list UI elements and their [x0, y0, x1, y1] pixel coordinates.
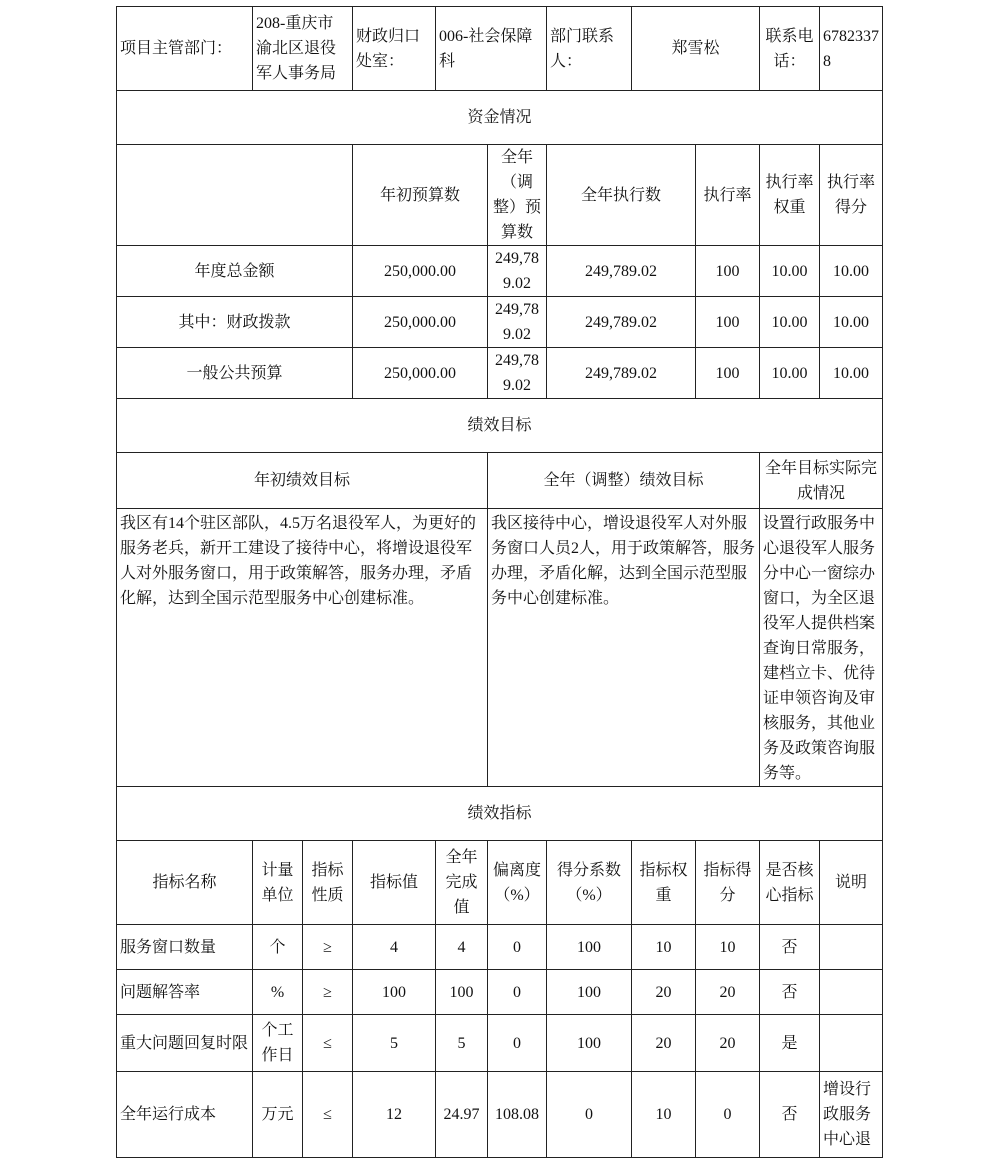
phone-label: 联系电话：	[760, 7, 820, 91]
funds-row	[117, 348, 883, 399]
finance-value: 006-社会保障科	[436, 7, 547, 91]
goal-initial-text: 我区有14个驻区部队，4.5万名退役军人，为更好的服务老兵，新开工建设了接待中心，将增设退役军人对外服务窗口，用于政策解答，服务办理，矛盾化解，达到全国示范型服务中心创建标准。	[117, 509, 488, 787]
funds-header-row	[117, 145, 883, 246]
funds-cell: 249,789.02	[547, 297, 696, 348]
indicator-col-header: 指标得分	[696, 841, 760, 925]
goal-actual-text: 设置行政服务中心退役军人服务分中心一窗综办窗口，为全区退役军人提供档案查询日常服务，建档立卡、优待证申领咨询及审核服务，其他业务及政策咨询服务等。	[760, 509, 883, 787]
indicator-cell: 4	[353, 925, 436, 970]
indicator-cell: ≤	[303, 1072, 353, 1158]
goal-adjusted-header: 全年（调整）绩效目标	[488, 453, 760, 509]
indicators-header-row	[117, 841, 883, 925]
indicator-cell: 否	[760, 925, 820, 970]
indicator-cell: 是	[760, 1015, 820, 1072]
indicator-cell: 问题解答率	[117, 970, 253, 1015]
indicator-col-header: 说明	[820, 841, 883, 925]
indicator-col-header: 全年完成值	[436, 841, 488, 925]
funds-cell: 10.00	[820, 246, 883, 297]
funds-cell: 10.00	[760, 348, 820, 399]
funds-cell: 249,789.02	[488, 348, 547, 399]
indicator-col-header: 计量单位	[253, 841, 303, 925]
indicator-cell: 10	[632, 1072, 696, 1158]
indicator-cell: 否	[760, 1072, 820, 1158]
funds-row-label: 年度总金额	[117, 246, 353, 297]
dept-value: 208-重庆市渝北区退役军人事务局	[253, 7, 353, 91]
funds-cell: 100	[696, 348, 760, 399]
indicator-col-header: 偏离度（%）	[488, 841, 547, 925]
indicator-col-header: 是否核心指标	[760, 841, 820, 925]
indicator-cell: 0	[696, 1072, 760, 1158]
indicator-cell: 100	[436, 970, 488, 1015]
funds-col-header: 全年（调整）预算数	[488, 145, 547, 246]
indicator-cell: 万元	[253, 1072, 303, 1158]
indicator-cell: 24.97	[436, 1072, 488, 1158]
indicator-cell: 20	[632, 970, 696, 1015]
funds-cell: 249,789.02	[488, 246, 547, 297]
indicator-row	[117, 970, 883, 1015]
indicator-cell	[820, 925, 883, 970]
indicator-cell: 0	[547, 1072, 632, 1158]
funds-cell: 10.00	[760, 297, 820, 348]
funds-row-label: 一般公共预算	[117, 348, 353, 399]
performance-report	[116, 6, 882, 1148]
report-table	[116, 6, 883, 1158]
funds-cell: 250,000.00	[353, 297, 488, 348]
funds-cell: 10.00	[820, 348, 883, 399]
indicator-cell	[820, 1015, 883, 1072]
indicator-cell: 100	[547, 925, 632, 970]
goals-section-title: 绩效目标	[117, 399, 883, 453]
indicator-cell: 100	[547, 970, 632, 1015]
goal-adjusted-text: 我区接待中心，增设退役军人对外服务窗口人员2人，用于政策解答，服务办理，矛盾化解，达到全国示范型服务中心创建标准。	[488, 509, 760, 787]
header-row	[117, 7, 883, 91]
funds-cell: 250,000.00	[353, 348, 488, 399]
indicator-cell: 0	[488, 1015, 547, 1072]
indicator-col-header: 得分系数（%）	[547, 841, 632, 925]
contact-label: 部门联系人：	[547, 7, 632, 91]
goal-actual-header: 全年目标实际完成情况	[760, 453, 883, 509]
indicator-cell: 20	[632, 1015, 696, 1072]
indicator-cell: 4	[436, 925, 488, 970]
contact-value: 郑雪松	[632, 7, 760, 91]
indicator-note: 增设行政服务中心退	[820, 1072, 883, 1158]
indicator-cell: 100	[353, 970, 436, 1015]
indicator-cell: 10	[632, 925, 696, 970]
funds-cell: 100	[696, 246, 760, 297]
indicator-cell: 0	[488, 925, 547, 970]
indicator-cell: 20	[696, 970, 760, 1015]
funds-row	[117, 246, 883, 297]
indicator-cell: 全年运行成本	[117, 1072, 253, 1158]
indicator-row	[117, 1072, 883, 1158]
indicators-section-title: 绩效指标	[117, 787, 883, 841]
finance-label: 财政归口处室：	[353, 7, 436, 91]
indicator-cell: 10	[696, 925, 760, 970]
funds-cell: 10.00	[820, 297, 883, 348]
indicator-cell: %	[253, 970, 303, 1015]
funds-cell: 100	[696, 297, 760, 348]
indicator-col-header: 指标权重	[632, 841, 696, 925]
indicator-cell: ≤	[303, 1015, 353, 1072]
goals-text-row	[117, 509, 883, 787]
funds-col-header: 执行率得分	[820, 145, 883, 246]
indicator-col-header: 指标性质	[303, 841, 353, 925]
indicator-cell: 100	[547, 1015, 632, 1072]
funds-col-header: 全年执行数	[547, 145, 696, 246]
indicator-cell: ≥	[303, 925, 353, 970]
indicator-cell: 12	[353, 1072, 436, 1158]
goal-initial-header: 年初绩效目标	[117, 453, 488, 509]
indicator-cell: 5	[436, 1015, 488, 1072]
phone-value: 67823378	[820, 7, 883, 91]
funds-row	[117, 297, 883, 348]
indicator-col-header: 指标名称	[117, 841, 253, 925]
funds-col-header: 年初预算数	[353, 145, 488, 246]
funds-cell: 249,789.02	[547, 348, 696, 399]
dept-label: 项目主管部门：	[117, 7, 253, 91]
indicator-cell: 5	[353, 1015, 436, 1072]
indicator-cell: 20	[696, 1015, 760, 1072]
funds-row-label: 其中：财政拨款	[117, 297, 353, 348]
indicator-cell	[820, 970, 883, 1015]
funds-cell: 10.00	[760, 246, 820, 297]
indicator-cell: 0	[488, 970, 547, 1015]
funds-cell: 249,789.02	[488, 297, 547, 348]
indicator-cell: 重大问题回复时限	[117, 1015, 253, 1072]
funds-cell: 249,789.02	[547, 246, 696, 297]
funds-cell: 250,000.00	[353, 246, 488, 297]
funds-col-header: 执行率权重	[760, 145, 820, 246]
funds-header-blank	[117, 145, 353, 246]
indicator-cell: ≥	[303, 970, 353, 1015]
indicator-cell: 服务窗口数量	[117, 925, 253, 970]
indicator-cell: 否	[760, 970, 820, 1015]
indicator-row	[117, 1015, 883, 1072]
indicator-col-header: 指标值	[353, 841, 436, 925]
goals-header-row	[117, 453, 883, 509]
funds-col-header: 执行率	[696, 145, 760, 246]
funds-section-title: 资金情况	[117, 91, 883, 145]
indicator-cell: 个工作日	[253, 1015, 303, 1072]
indicator-cell: 个	[253, 925, 303, 970]
indicator-row	[117, 925, 883, 970]
indicator-cell: 108.08	[488, 1072, 547, 1158]
